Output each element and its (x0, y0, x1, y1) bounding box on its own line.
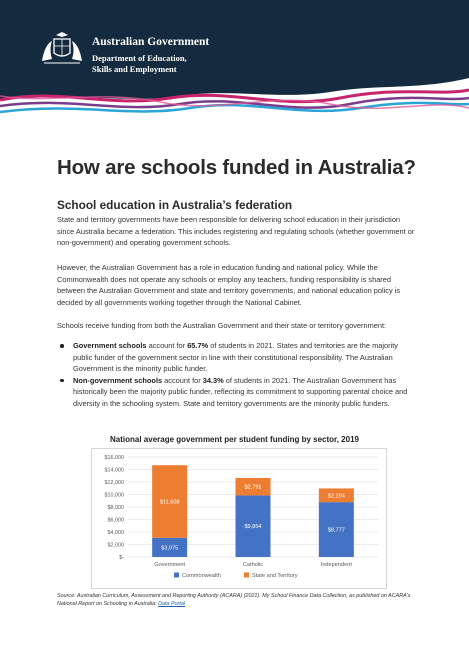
data-label: $2,194 (327, 493, 345, 500)
funding-bullet-list (57, 340, 415, 410)
funding-chart (91, 448, 387, 589)
paragraph-1: State and territory governments have been responsible for delivering school education in their jurisdiction since Australia became a federation. This includes registering and regulating schools (whether government or non-government) and operating government schools. (57, 215, 415, 248)
paragraph-3: Schools receive funding from both the Australian Government and their state or territory government: (57, 321, 387, 330)
x-tick-label: Catholic (242, 562, 264, 568)
bullet-text: of students in 2021. The Australian Government has historically been the majority public funder, reflecting its commitment to supporting parental choice and diversity in the schooling system. State and territory governments are the minority public funders. (73, 375, 408, 408)
department-line-1: Department of Education, (92, 53, 187, 63)
source-note (57, 592, 417, 608)
y-tick-label: $10,000 (104, 492, 124, 499)
y-tick-label: $12,000 (104, 480, 124, 486)
bullet-dot (60, 379, 64, 383)
bullet-percentage: 34.3% (202, 375, 224, 385)
y-tick-label: $2,000 (107, 542, 124, 549)
y-tick-label: $6,000 (107, 517, 124, 524)
data-label: $8,777 (327, 527, 345, 534)
chart-title: National average government per student funding by sector, 2019 (110, 435, 359, 444)
y-tick-label: $16,000 (104, 455, 124, 461)
bullet-text: of students in 2021. States and territories are the majority public funder of the government sector in line with their constitutional responsibility. The Australian Government is the minority public funder. (73, 341, 398, 374)
x-tick-label: Independent (320, 562, 352, 568)
bullet-text: account for (162, 375, 203, 385)
department-name (92, 53, 292, 75)
legend-label: Commonwealth (182, 573, 221, 579)
bullet-heading: Non-government schools (73, 375, 163, 385)
bullet-government-schools (57, 340, 415, 375)
department-line-2: Skills and Employment (92, 64, 177, 74)
bullet-dot (60, 344, 64, 348)
data-label: $11,608 (159, 499, 180, 506)
y-tick-label: $- (119, 555, 124, 561)
legend-swatch (244, 573, 249, 578)
bullet-percentage: 65.7% (187, 341, 209, 350)
y-tick-label: $8,000 (107, 505, 124, 511)
y-tick-label: $14,000 (104, 467, 124, 474)
coat-of-arms-icon (40, 31, 84, 65)
data-label: $9,854 (244, 524, 262, 531)
header-banner (0, 0, 469, 130)
government-name: Australian Government (92, 36, 210, 48)
data-portal-link[interactable]: Data Portal (158, 601, 186, 607)
data-label: $3,075 (161, 545, 179, 552)
legend-swatch (174, 573, 179, 578)
x-tick-label: Government (154, 562, 186, 568)
paragraph-2: However, the Australian Government has a role in education funding and national policy. While the Commonwealth does not operate any schools or employ any teachers, funding responsibility is shared between the Australian Government and state and territory governments, and national education policy is decided by all governments working together through the National Cabinet. (57, 263, 401, 307)
page-title: How are schools funded in Australia? (57, 156, 416, 179)
source-text: Source: Australian Curriculum, Assessment and Reporting Authority (ACARA) (2021). My School Finance Data Collection, as published on ACARA's National Report on Schooling in Australia: (57, 593, 411, 607)
section-heading: School education in Australia’s federation (57, 198, 293, 212)
y-tick-label: $4,000 (107, 530, 124, 536)
legend-label: State and Territory (252, 573, 298, 579)
data-label: $2,791 (244, 484, 262, 491)
bullet-text: account for (146, 341, 188, 350)
chart-canvas (92, 449, 386, 588)
bullet-heading: Government schools (73, 341, 147, 350)
bullet-non-government-schools (57, 375, 415, 410)
